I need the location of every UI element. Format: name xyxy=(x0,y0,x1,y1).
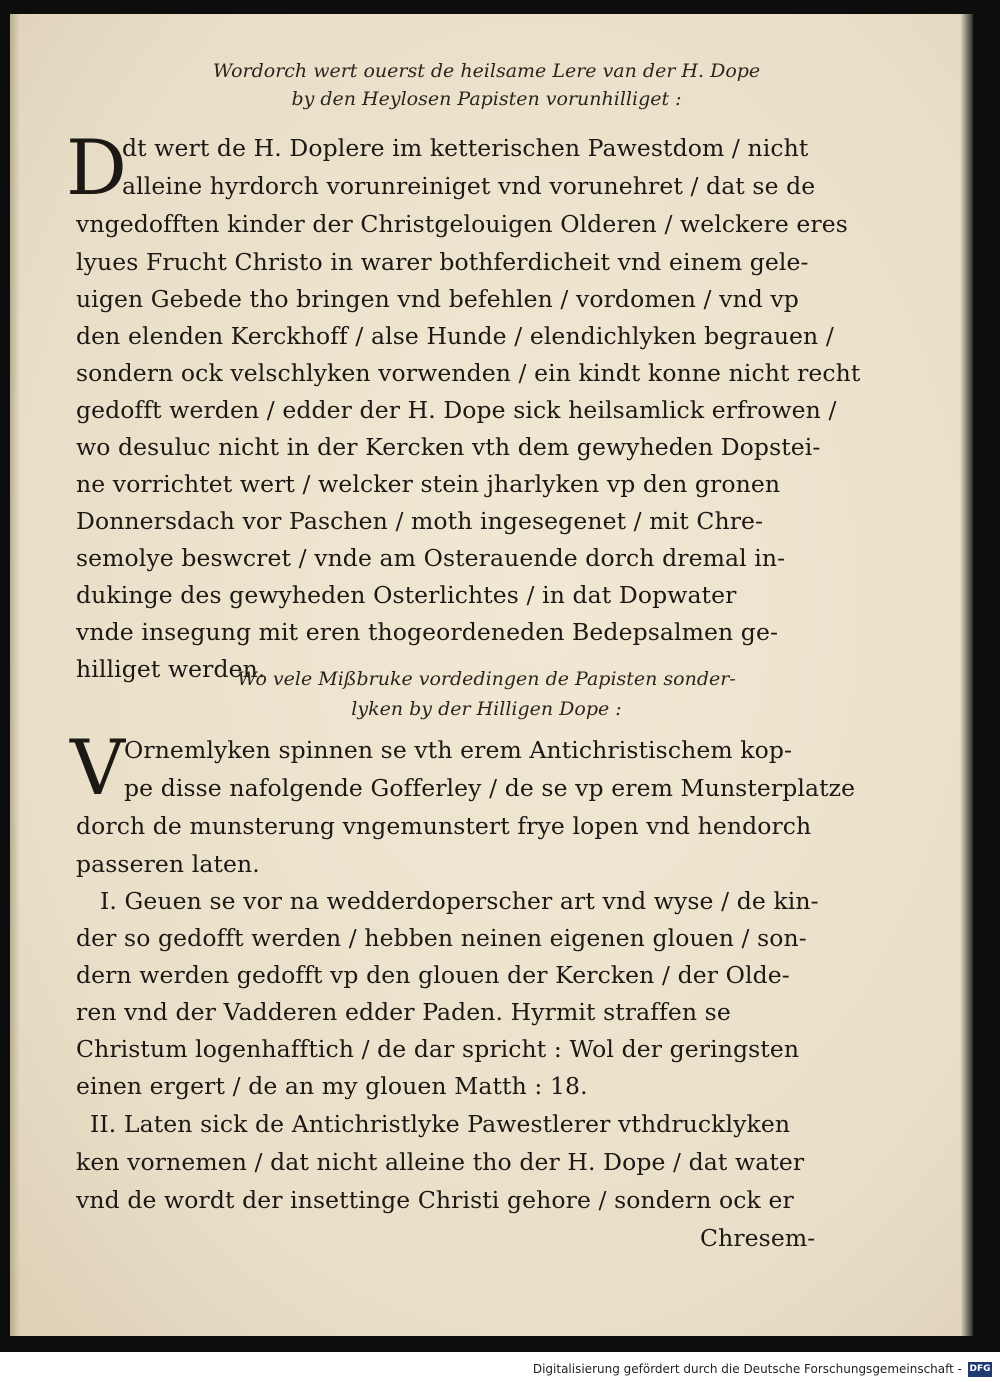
heading-2-line-2: lyken by der Hilligen Dope : xyxy=(351,698,622,720)
footer-bar xyxy=(0,1359,1000,1382)
section-2-line: passeren laten. xyxy=(76,850,260,878)
section-1-line: alleine hyrdorch vorunreiniget vnd vorunehret / dat se de xyxy=(122,172,816,200)
section-1-line: dukinge des gewyheden Osterlichtes / in dat Dopwater xyxy=(76,581,737,609)
section-1-line: sondern ock velschlyken vorwenden / ein kindt konne nicht recht xyxy=(76,359,861,387)
section-1-line: wo desuluc nicht in der Kercken vth dem gewyheden Dopstei- xyxy=(76,433,821,461)
funding-notice: Digitalisierung gefördert durch die Deutsche Forschungsgemeinschaft - xyxy=(532,1362,962,1376)
section-1-line: den elenden Kerckhoff / alse Hunde / elendichlyken begrauen / xyxy=(76,322,834,350)
initial-letter-v: V xyxy=(70,723,125,812)
section-1-line: Donnersdach vor Paschen / moth ingesegenet / mit Chre- xyxy=(76,507,764,535)
item-2-line: II. Laten sick de Antichristlyke Pawestlerer vthdrucklyken xyxy=(90,1110,791,1138)
section-1-first-line: dt wert de H. Doplere im ketterischen Pawestdom / nicht xyxy=(122,134,809,162)
dfg-logo-icon: DFG xyxy=(968,1362,992,1377)
initial-letter-d: D xyxy=(66,123,127,212)
section-1-line: vngedofften kinder der Christgelouigen Olderen / welckere eres xyxy=(76,210,848,238)
section-2-line: dorch de munsterung vngemunstert frye lopen vnd hendorch xyxy=(76,812,812,840)
heading-1-line-1: Wordorch wert ouerst de heilsame Lere van der H. Dope xyxy=(212,60,761,82)
item-1-line: einen ergert / de an my glouen Matth : 18. xyxy=(76,1072,588,1100)
catchword: Chresem- xyxy=(700,1224,816,1252)
item-1-line: I. Geuen se vor na wedderdoperscher art vnd wyse / de kin- xyxy=(100,887,819,915)
section-1-line: gedofft werden / edder der H. Dope sick heilsamlick erfrowen / xyxy=(76,396,837,424)
section-1-line: ne vorrichtet wert / welcker stein jharlyken vp den gronen xyxy=(76,470,781,498)
item-2-line: ken vornemen / dat nicht alleine tho der H. Dope / dat water xyxy=(76,1148,805,1176)
heading-2-line-1: Wo vele Mißbruke vordedingen de Papisten sonder- xyxy=(237,668,736,690)
section-2-line: pe disse nafolgende Gofferley / de se vp erem Munsterplatze xyxy=(124,774,856,802)
item-1-line: ren vnd der Vadderen edder Paden. Hyrmit straffen se xyxy=(76,998,731,1026)
item-1-line: dern werden gedofft vp den glouen der Kercken / der Olde- xyxy=(76,961,790,989)
section-1-line: semolye beswcret / vnde am Osterauende dorch dremal in- xyxy=(76,544,786,572)
section-1-line: lyues Frucht Christo in warer bothferdicheit vnd einem gele- xyxy=(76,248,809,276)
item-1-line: der so gedofft werden / hebben neinen eigenen glouen / son- xyxy=(76,924,807,952)
section-1-line: vnde insegung mit eren thogeordeneden Bedepsalmen ge- xyxy=(76,618,778,646)
section-1-line: hilliget werden. xyxy=(76,655,266,683)
section-2-first-line: Ornemlyken spinnen se vth erem Antichristischem kop- xyxy=(124,736,793,764)
item-2-line: vnd de wordt der insettinge Christi gehore / sondern ock er xyxy=(76,1186,794,1214)
item-1-line: Christum logenhafftich / de dar spricht : Wol der geringsten xyxy=(76,1035,800,1063)
heading-1-line-2: by den Heylosen Papisten vorunhilliget : xyxy=(291,88,682,110)
section-1-line: uigen Gebede tho bringen vnd befehlen / vordomen / vnd vp xyxy=(76,285,799,313)
